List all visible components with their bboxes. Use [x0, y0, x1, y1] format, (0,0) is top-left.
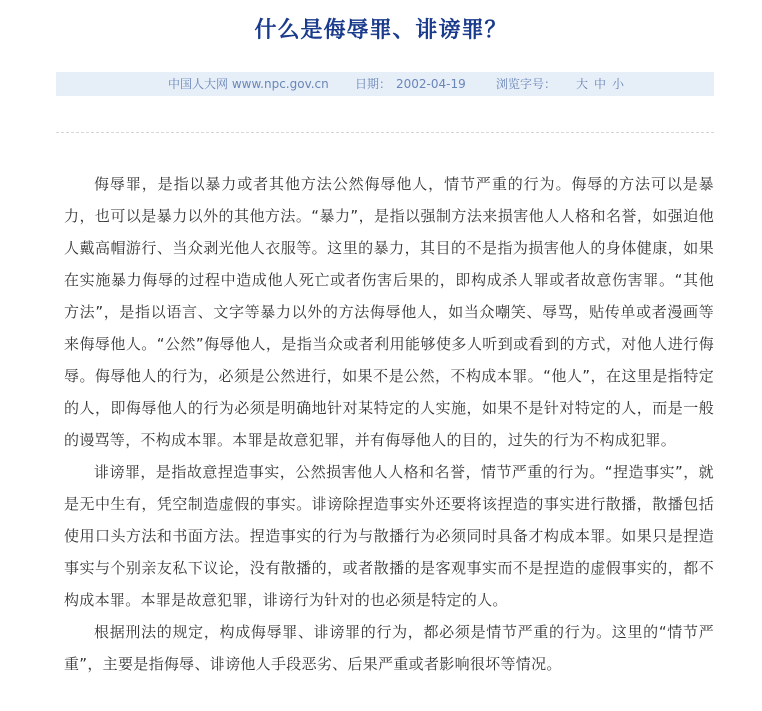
article-paragraph: 根据刑法的规定，构成侮辱罪、诽谤罪的行为，都必须是情节严重的行为。这里的“情节严重”，主要是指侮辱、诽谤他人手段恶劣、后果严重或者影响很坏等情况。: [64, 623, 714, 673]
font-size-label: 浏览字号：: [496, 77, 557, 91]
font-size-medium-link[interactable]: 中: [594, 77, 607, 91]
header-divider: [56, 132, 714, 133]
article-source: 中国人大网 www.npc.gov.cn: [168, 77, 329, 91]
article-paragraph: 侮辱罪，是指以暴力或者其他方法公然侮辱他人，情节严重的行为。侮辱的方法可以是暴力，也可以是暴力以外的其他方法。“暴力”，是指以强制方法来损害他人人格和名誉，如强迫他人戴高帽游行、当众剥光他人衣服等。这里的暴力，其目的不是指为损害他人的身体健康，如果在实施暴力侮辱的过程中造成他人死亡或者伤害后果的，即构成杀人罪或者故意伤害罪。“其他方法”，是指以语言、文字等暴力以外的方法侮辱他人，如当众嘲笑、辱骂，贴传单或者漫画等来侮辱他人。“公然”侮辱他人，是指当众或者利用能够使多人听到或看到的方式，对他人进行侮辱。侮辱他人的行为，必须是公然进行，如果不是公然，不构成本罪。“他人”，在这里是指特定的人，即侮辱他人的行为必须是明确地针对某特定的人实施，如果不是针对特定的人，而是一般的谩骂等，不构成本罪。本罪是故意犯罪，并有侮辱他人的目的，过失的行为不构成犯罪。: [64, 175, 714, 449]
article-paragraph: 诽谤罪，是指故意捏造事实，公然损害他人人格和名誉，情节严重的行为。“捏造事实”，就是无中生有，凭空制造虚假的事实。诽谤除捏造事实外还要将该捏造的事实进行散播，散播包括使用口头方法和书面方法。捏造事实的行为与散播行为必须同时具备才构成本罪。如果只是捏造事实与个别亲友私下议论，没有散播的，或者散播的是客观事实而不是捏造的虚假事实的，都不构成本罪。本罪是故意犯罪，诽谤行为针对的也必须是特定的人。: [64, 463, 714, 609]
publish-date: 2002-04-19: [396, 77, 466, 91]
page-title: 什么是侮辱罪、诽谤罪？: [254, 18, 508, 43]
article-meta-bar: [56, 72, 714, 96]
font-size-small-link[interactable]: 小: [612, 77, 625, 91]
font-size-large-link[interactable]: 大: [576, 77, 589, 91]
date-label: 日期：: [355, 77, 392, 91]
article-body: [64, 168, 714, 680]
